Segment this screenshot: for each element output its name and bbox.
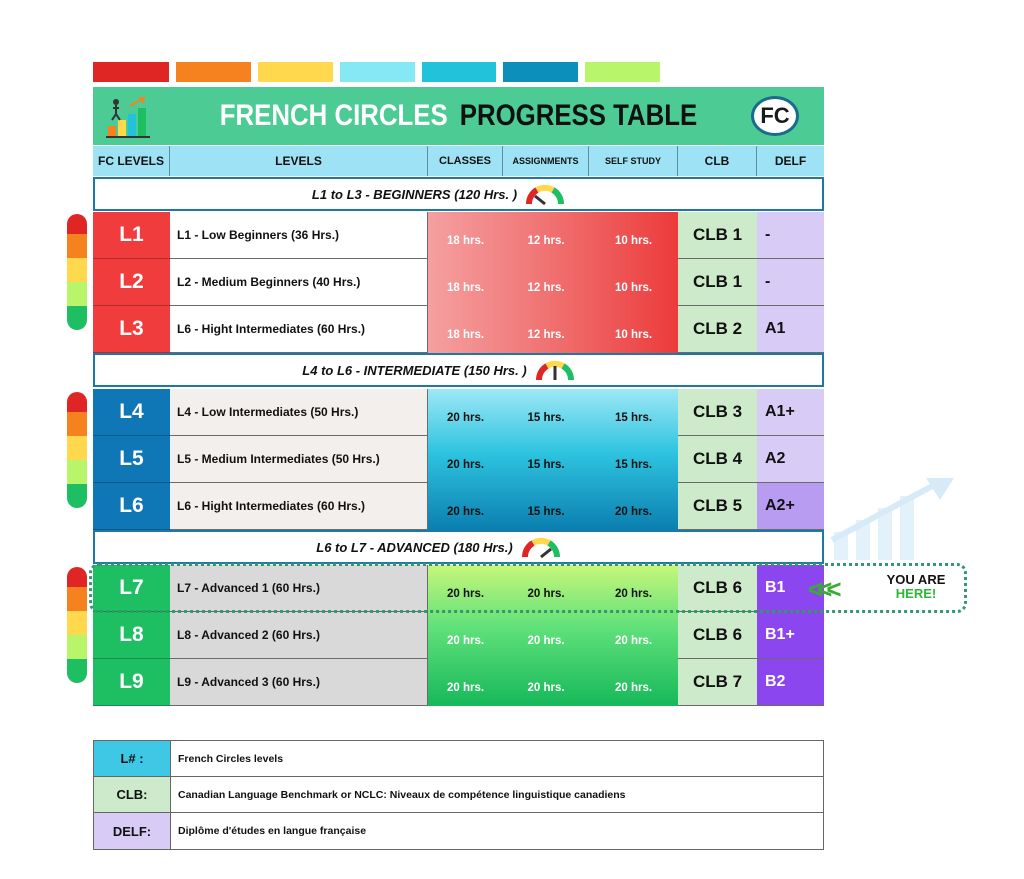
classes-l8: 20 hrs.	[446, 634, 485, 647]
legend-value-levels: French Circles levels	[178, 752, 284, 765]
header-fc-levels: FC LEVELS	[93, 146, 170, 176]
header-classes: CLASSES	[428, 146, 503, 176]
section-beginners-label: L1 to L3 - BEGINNERS (120 Hrs. )	[311, 186, 518, 202]
section-advanced	[93, 530, 824, 564]
clb-l3: CLB 2	[678, 306, 757, 353]
self-study-l5: 15 hrs.	[614, 458, 653, 471]
progress-chart-icon	[104, 94, 152, 138]
assignments-l9: 20 hrs.	[527, 681, 565, 694]
level-gauge-pill-beginners	[67, 214, 87, 330]
delf-l1: -	[757, 212, 824, 259]
color-swatch-blue	[503, 62, 578, 82]
header-assignments: ASSIGNMENTS	[503, 146, 589, 176]
assignments-l7: 20 hrs.	[527, 587, 565, 600]
clb-l6: CLB 5	[678, 483, 757, 530]
self-study-l8: 20 hrs.	[614, 634, 653, 647]
level-code-l3: L3	[93, 306, 170, 353]
assignments-l3: 12 hrs.	[527, 328, 565, 341]
level-code-l4: L4	[93, 389, 170, 436]
self-study-l7: 20 hrs.	[614, 587, 653, 600]
color-swatch-orange	[176, 62, 251, 82]
delf-l3: A1	[757, 306, 824, 353]
level-name-l6: L6 - Hight Intermediates (60 Hrs.)	[170, 483, 428, 530]
level-name-l9: L9 - Advanced 3 (60 Hrs.)	[170, 659, 428, 706]
you-are-here-line1: YOU ARE	[886, 572, 946, 587]
section-intermediate	[93, 353, 824, 387]
assignments-l1: 12 hrs.	[527, 234, 565, 247]
classes-l5: 20 hrs.	[446, 458, 485, 471]
self-study-l2: 10 hrs.	[614, 281, 653, 294]
clb-l8: CLB 6	[678, 612, 757, 659]
self-study-l4: 15 hrs.	[614, 411, 653, 424]
level-code-l2: L2	[93, 259, 170, 306]
classes-l4: 20 hrs.	[446, 411, 485, 424]
clb-l5: CLB 4	[678, 436, 757, 483]
level-gauge-pill-intermediate	[67, 392, 87, 508]
color-swatch-lime	[585, 62, 660, 82]
legend-key-clb: CLB:	[94, 777, 171, 812]
legend-table	[93, 740, 824, 850]
assignments-l8: 20 hrs.	[527, 634, 565, 647]
legend-row-levels	[94, 741, 823, 777]
delf-l8: B1+	[757, 612, 824, 659]
level-name-l4: L4 - Low Intermediates (50 Hrs.)	[170, 389, 428, 436]
level-code-l6: L6	[93, 483, 170, 530]
you-are-here-label	[876, 573, 956, 601]
delf-l2: -	[757, 259, 824, 306]
header-delf: DELF	[757, 146, 824, 176]
chevron-left-icon: <<<	[808, 574, 836, 604]
growth-arrow-icon	[826, 470, 966, 560]
color-swatch-yellow	[258, 62, 333, 82]
color-swatch-cyan	[422, 62, 496, 82]
level-name-l3: L6 - Hight Intermediates (60 Hrs.)	[170, 306, 428, 353]
color-swatch-red	[93, 62, 169, 82]
legend-value-delf: Diplôme d'études en langue française	[178, 825, 367, 837]
classes-l3: 18 hrs.	[446, 328, 485, 341]
level-name-l1: L1 - Low Beginners (36 Hrs.)	[170, 212, 428, 259]
classes-l9: 20 hrs.	[446, 681, 485, 694]
gauge-high-icon	[521, 535, 561, 559]
legend-row-delf	[94, 813, 823, 849]
clb-l9: CLB 7	[678, 659, 757, 706]
assignments-l4: 15 hrs.	[527, 411, 565, 424]
clb-l4: CLB 3	[678, 389, 757, 436]
self-study-l6: 20 hrs.	[614, 505, 653, 518]
delf-l7: B1	[757, 565, 824, 612]
legend-key-delf: DELF:	[94, 813, 171, 849]
level-name-l5: L5 - Medium Intermediates (50 Hrs.)	[170, 436, 428, 483]
clb-l2: CLB 1	[678, 259, 757, 306]
level-code-l7: L7	[93, 565, 170, 612]
title-part-1: FRENCH CIRCLES	[219, 99, 448, 132]
classes-l2: 18 hrs.	[446, 281, 485, 294]
section-beginners	[93, 177, 824, 211]
section-advanced-label: L6 to L7 - ADVANCED (180 Hrs.)	[316, 539, 513, 555]
delf-l6: A2+	[757, 483, 824, 530]
delf-l5: A2	[757, 436, 824, 483]
level-name-l7: L7 - Advanced 1 (60 Hrs.)	[170, 565, 428, 612]
self-study-l1: 10 hrs.	[614, 234, 653, 247]
gauge-low-icon	[525, 182, 565, 206]
level-name-l8: L8 - Advanced 2 (60 Hrs.)	[170, 612, 428, 659]
level-code-l1: L1	[93, 212, 170, 259]
assignments-l6: 15 hrs.	[527, 505, 565, 518]
header-self-study: SELF STUDY	[589, 146, 678, 176]
delf-l9: B2	[757, 659, 824, 706]
assignments-l2: 12 hrs.	[527, 281, 565, 294]
clb-l1: CLB 1	[678, 212, 757, 259]
assignments-l5: 15 hrs.	[527, 458, 565, 471]
self-study-l9: 20 hrs.	[614, 681, 653, 694]
header-clb: CLB	[678, 146, 757, 176]
header-levels: LEVELS	[170, 146, 428, 176]
level-code-l8: L8	[93, 612, 170, 659]
classes-l7: 20 hrs.	[446, 587, 485, 600]
legend-key-levels: L# :	[94, 741, 171, 776]
color-swatch-light-cyan	[340, 62, 415, 82]
level-code-l9: L9	[93, 659, 170, 706]
classes-l1: 18 hrs.	[446, 234, 485, 247]
level-code-l5: L5	[93, 436, 170, 483]
level-name-l2: L2 - Medium Beginners (40 Hrs.)	[170, 259, 428, 306]
clb-l7: CLB 6	[678, 565, 757, 612]
you-are-here-line2: HERE!	[895, 586, 937, 601]
page-title	[144, 87, 773, 145]
fc-logo: FC	[751, 96, 799, 136]
level-gauge-pill-advanced	[67, 567, 87, 683]
title-part-2: PROGRESS TABLE	[459, 99, 698, 132]
classes-l6: 20 hrs.	[446, 505, 485, 518]
delf-l4: A1+	[757, 389, 824, 436]
section-intermediate-label: L4 to L6 - INTERMEDIATE (150 Hrs. )	[302, 362, 527, 378]
legend-row-clb	[94, 777, 823, 813]
title-bar	[93, 87, 824, 145]
legend-value-clb: Canadian Language Benchmark or NCLC: Niveaux de compétence linguistique canadiens	[178, 788, 626, 801]
self-study-l3: 10 hrs.	[614, 328, 653, 341]
gauge-mid-icon	[535, 358, 575, 382]
